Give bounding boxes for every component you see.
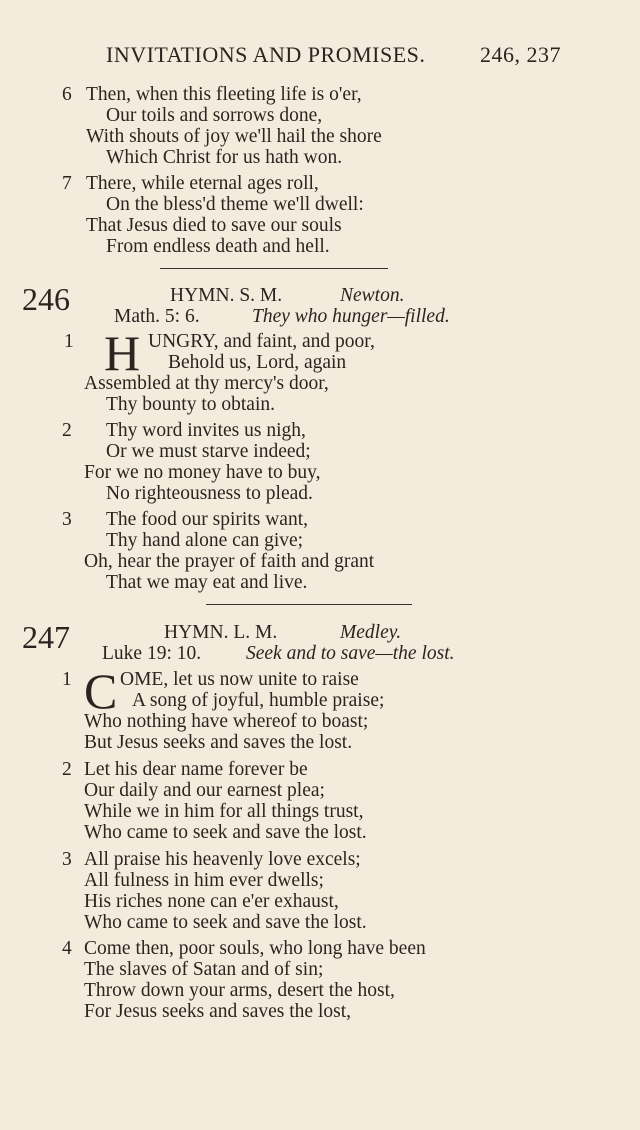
verse-number: 2 (62, 420, 72, 441)
verse-line: For Jesus seeks and saves the lost, (84, 1001, 352, 1022)
verse-line: Oh, hear the prayer of faith and grant (84, 551, 375, 572)
verse-line: Assembled at thy mercy's door, (84, 373, 329, 394)
verse-line: That Jesus died to save our souls (86, 215, 342, 236)
verse-line: Thy word invites us nigh, (106, 420, 306, 441)
verse-number: 4 (62, 938, 72, 959)
verse-line: Come then, poor souls, who long have been (84, 938, 426, 959)
drop-cap: C (84, 663, 118, 719)
verse-line: A song of joyful, humble praise; (132, 690, 385, 711)
hymn-meter: HYMN. L. M. (164, 622, 278, 643)
verse-number: 3 (62, 509, 72, 530)
verse-line: Thy bounty to obtain. (106, 394, 275, 415)
verse-line: OME, let us now unite to raise (120, 669, 359, 690)
hymn-author: Medley. (340, 622, 402, 643)
verse-line: There, while eternal ages roll, (86, 173, 319, 194)
verse-number: 7 (62, 173, 72, 194)
verse-line: Or we must starve indeed; (106, 441, 311, 462)
verse-line: Let his dear name forever be (84, 759, 308, 780)
scripture-reference: Luke 19: 10. (102, 643, 202, 664)
hymn-number: 246 (22, 281, 70, 317)
verse-line: Then, when this fleeting life is o'er, (86, 84, 362, 105)
verse-line: But Jesus seeks and saves the lost. (84, 732, 353, 753)
verse-line: Behold us, Lord, again (168, 352, 347, 373)
verse-number: 6 (62, 84, 72, 105)
verse-line: Which Christ for us hath won. (106, 147, 343, 168)
verse-line: From endless death and hell. (106, 236, 330, 257)
verse-line: While we in him for all things trust, (84, 801, 364, 822)
verse-line: The food our spirits want, (106, 509, 309, 530)
verse-line: Our toils and sorrows done, (106, 105, 323, 126)
verse-line: With shouts of joy we'll hail the shore (86, 126, 382, 147)
verse-line: On the bless'd theme we'll dwell: (106, 194, 364, 215)
verse-line: Who came to seek and save the lost. (84, 912, 367, 933)
section-divider (206, 604, 412, 605)
verse-line: Who nothing have whereof to boast; (84, 711, 369, 732)
verse-line: All fulness in him ever dwells; (84, 870, 324, 891)
verse-line: His riches none can e'er exhaust, (84, 891, 339, 912)
verse-line: That we may eat and live. (106, 572, 308, 593)
verse-number: 1 (64, 331, 74, 352)
verse-line: Thy hand alone can give; (106, 530, 304, 551)
verse-number: 1 (62, 669, 72, 690)
page-numbers: 246, 237 (480, 42, 561, 67)
verse-number: 2 (62, 759, 72, 780)
hymn-author: Newton. (340, 285, 405, 306)
hymn-number: 247 (22, 619, 70, 655)
verse-line: Throw down your arms, desert the host, (84, 980, 395, 1001)
verse-line: No righteousness to plead. (106, 483, 313, 504)
section-divider (160, 268, 388, 269)
verse-line: All praise his heavenly love excels; (84, 849, 361, 870)
verse-line: Our daily and our earnest plea; (84, 780, 325, 801)
verse-line: Who came to seek and save the lost. (84, 822, 367, 843)
scripture-reference: Math. 5: 6. (114, 306, 200, 327)
verse-line: UNGRY, and faint, and poor, (148, 331, 375, 352)
hymn-motto: They who hunger—filled. (252, 306, 450, 327)
hymn-meter: HYMN. S. M. (170, 285, 283, 306)
hymn-motto: Seek and to save—the lost. (246, 643, 455, 664)
verse-number: 3 (62, 849, 72, 870)
verse-line: For we no money have to buy, (84, 462, 321, 483)
verse-line: The slaves of Satan and of sin; (84, 959, 324, 980)
page-header (0, 42, 640, 72)
running-title: INVITATIONS AND PROMISES. (106, 42, 426, 67)
drop-cap: H (104, 325, 141, 381)
